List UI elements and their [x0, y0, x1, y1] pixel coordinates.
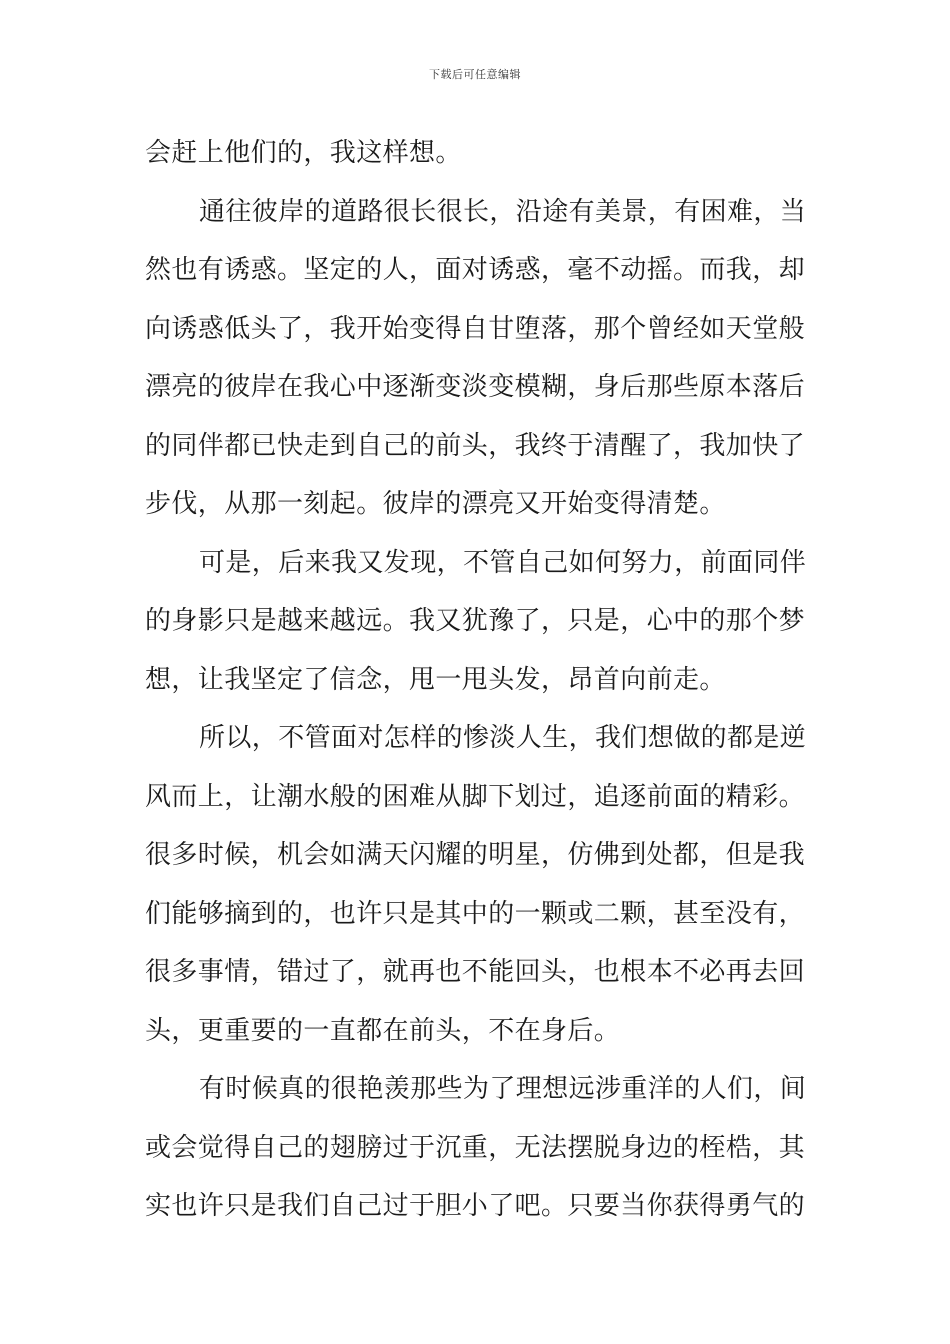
text-line: 很多事情，错过了，就再也不能回头，也根本不必再去回	[145, 957, 806, 987]
paragraph	[145, 1060, 810, 1236]
text-line: 想，让我坚定了信念，甩一甩头发，昂首向前走。	[145, 664, 726, 695]
text-line: 漂亮的彼岸在我心中逐渐变淡变模糊，身后那些原本落后	[145, 372, 806, 402]
text-line: 可是，后来我又发现，不管自己如何努力，前面同伴	[199, 547, 807, 578]
text-line: 们能够摘到的，也许只是其中的一颗或二颗，甚至没有，	[145, 898, 806, 929]
paragraph	[145, 183, 810, 534]
text-line: 很多时候，机会如满天闪耀的明星，仿佛到处都，但是我	[145, 840, 806, 870]
page-header: 下载后可任意编辑	[429, 68, 521, 81]
text-line: 通往彼岸的道路很长很长，沿途有美景，有困难，当	[199, 196, 807, 227]
text-line: 实也许只是我们自己过于胆小了吧。只要当你获得勇气的	[145, 1191, 806, 1221]
text-line: 风而上，让潮水般的困难从脚下划过，追逐前面的精彩。	[145, 781, 806, 812]
text-line: 的身影只是越来越远。我又犹豫了，只是，心中的那个梦	[145, 606, 806, 636]
text-line: 步伐，从那一刻起。彼岸的漂亮又开始变得清楚。	[145, 489, 726, 519]
text-line: 头，更重要的一直都在前头，不在身后。	[145, 1015, 621, 1046]
text-line: 或会觉得自己的翅膀过于沉重，无法摆脱身边的桎梏，其	[145, 1132, 806, 1163]
text-line: 的同伴都已快走到自己的前头，我终于清醒了，我加快了	[145, 430, 806, 461]
text-line: 所以，不管面对怎样的惨淡人生，我们想做的都是逆	[199, 723, 807, 753]
paragraph	[145, 534, 810, 710]
text-line: 向诱惑低头了，我开始变得自甘堕落，那个曾经如天堂般	[145, 313, 806, 344]
text-line: 然也有诱惑。坚定的人，面对诱惑，毫不动摇。而我，却	[145, 255, 806, 285]
paragraph	[145, 124, 810, 183]
paragraph	[145, 709, 810, 1060]
text-line: 会赶上他们的，我这样想。	[145, 138, 462, 168]
text-line: 有时候真的很艳羡那些为了理想远涉重洋的人们，间	[199, 1074, 807, 1104]
document-body	[145, 124, 810, 1236]
